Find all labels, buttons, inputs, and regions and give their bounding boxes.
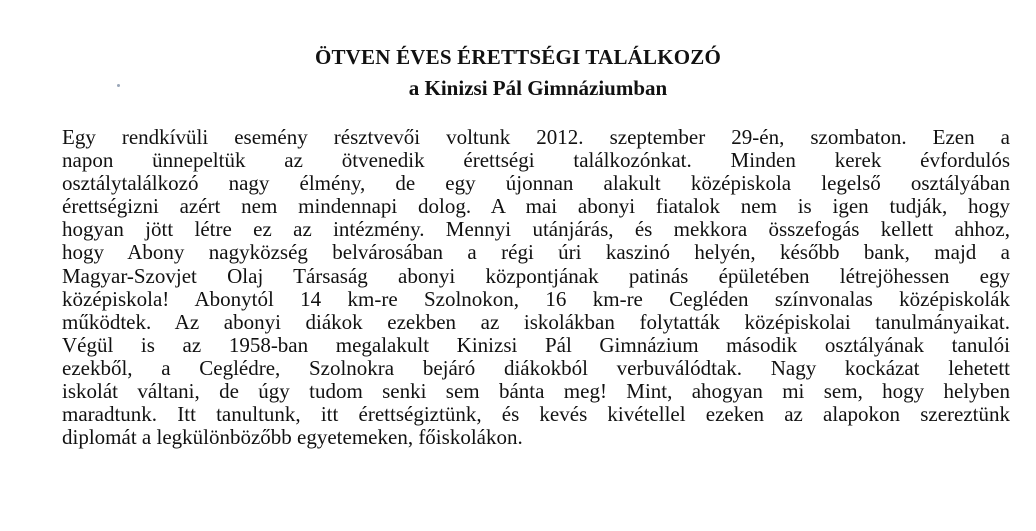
paragraph-line: ezekből, a Ceglédre, Szolnokra bejáró diákokból verbuválódtak. Nagy kockázat lehetett bbox=[62, 355, 1010, 380]
paragraph-line: Magyar-Szovjet Olaj Társaság abonyi központjának patinás épületében létrejöhessen egy bbox=[62, 263, 1010, 288]
paragraph-line: iskolát váltani, de úgy tudom senki sem bánta meg! Mint, ahogyan mi sem, hogy helyben bbox=[62, 379, 1010, 404]
document-subtitle: a Kinizsi Pál Gimnáziumban bbox=[408, 76, 668, 100]
paragraph-line: középiskola! Abonytól 14 km-re Szolnokon, 16 km-re Cegléden színvonalas középiskolák bbox=[62, 286, 1010, 311]
paragraph-line: maradtunk. Itt tanultunk, itt érettségiztünk, és kevés kivétellel ezeken az alapokon szereztünk bbox=[62, 402, 1010, 427]
paragraph-line: érettségizni azért nem mindennapi dolog. A mai abonyi fiatalok nem is igen tudják, hogy bbox=[62, 194, 1010, 219]
paragraph-line: Egy rendkívüli esemény résztvevői voltunk 2012. szeptember 29-én, szombaton. Ezen a bbox=[62, 125, 1010, 149]
paragraph-line: diplomát a legkülönbözőbb egyetemeken, főiskolákon. bbox=[62, 425, 523, 450]
paragraph-line: hogyan jött létre ez az intézmény. Mennyi utánjárás, és mekkora összefogás kellett ahhoz, bbox=[62, 217, 1010, 242]
paragraph-line: működtek. Az abonyi diákok ezekben az iskolákban folytatták középiskolai tanulmányaikat. bbox=[62, 309, 1010, 334]
document-title: ÖTVEN ÉVES ÉRETTSÉGI TALÁLKOZÓ bbox=[314, 45, 722, 69]
paragraph-line: Végül is az 1958-ban megalakult Kinizsi Pál Gimnázium második osztályának tanulói bbox=[62, 332, 1010, 357]
paragraph-line: osztálytalálkozó nagy élmény, de egy újonnan alakult középiskola legelső osztályában bbox=[62, 171, 1010, 196]
paragraph-line: napon ünnepeltük az ötvenedik érettségi találkozónkat. Minden kerek évfordulós bbox=[62, 148, 1010, 173]
body-paragraph bbox=[62, 126, 1010, 449]
paragraph-line: hogy Abony nagyközség belvárosában a régi úri kaszinó helyén, később bank, majd a bbox=[62, 240, 1010, 265]
